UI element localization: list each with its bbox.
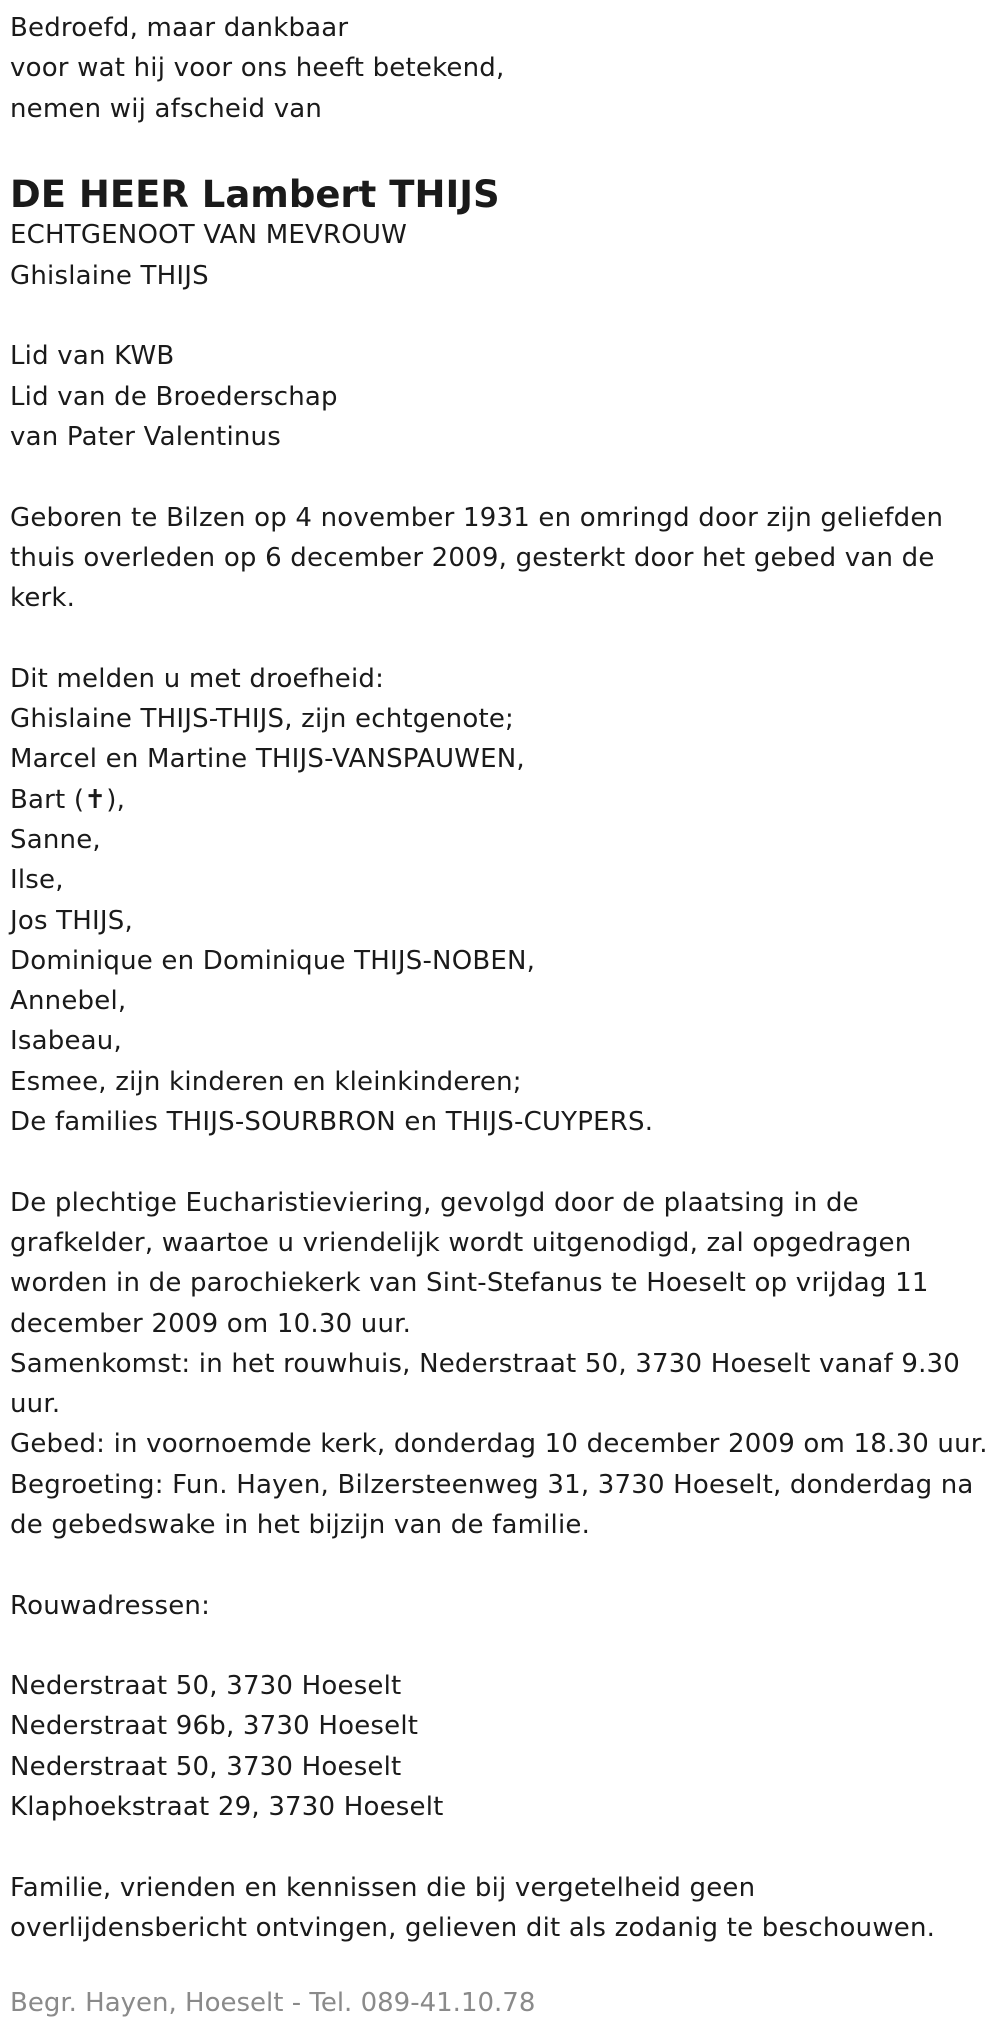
family-member: Marcel en Martine THIJS-VANSPAUWEN, bbox=[10, 744, 525, 775]
funeral-home-footer: Begr. Hayen, Hoeselt - Tel. 089-41.10.78 bbox=[10, 1988, 536, 2018]
family-member: Isabeau, bbox=[10, 1026, 122, 1057]
family-member: Sanne, bbox=[10, 824, 101, 855]
family-member: Dominique en Dominique THIJS-NOBEN, bbox=[10, 945, 536, 976]
spacer bbox=[10, 618, 995, 658]
family-intro: Dit melden u met droefheid: bbox=[10, 663, 385, 694]
spacer bbox=[10, 457, 995, 497]
birth-death-line: Geboren te Bilzen op 4 november 1931 en omringd door zijn geliefden bbox=[10, 502, 944, 533]
membership-line: Lid van KWB bbox=[10, 341, 175, 372]
intro-line: Bedroefd, maar dankbaar bbox=[10, 13, 349, 43]
ceremony-line: Gebed: in voornoemde kerk, donderdag 10 december 2009 om 18.30 uur. bbox=[10, 1429, 988, 1460]
family-member: De families THIJS-SOURBRON en THIJS-CUYPERS. bbox=[10, 1107, 654, 1138]
deceased-name: DE HEER Lambert THIJS bbox=[10, 173, 500, 217]
ceremony-line: Begroeting: Fun. Hayen, Bilzersteenweg 31, 3730 Hoeselt, donderdag na bbox=[10, 1469, 974, 1500]
ceremony-line: Samenkomst: in het rouwhuis, Nederstraat 50, 3730 Hoeselt vanaf 9.30 bbox=[10, 1348, 961, 1379]
ceremony-line: worden in de parochiekerk van Sint-Stefanus te Hoeselt op vrijdag 11 bbox=[10, 1268, 929, 1299]
deceased-block bbox=[10, 169, 995, 296]
family-member: Annebel, bbox=[10, 986, 127, 1017]
family-block bbox=[10, 659, 995, 1143]
address-line: Nederstraat 50, 3730 Hoeselt bbox=[10, 1751, 402, 1782]
ceremony-line: De plechtige Eucharistieviering, gevolgd door de plaatsing in de bbox=[10, 1187, 859, 1218]
spacer bbox=[10, 1142, 995, 1182]
closing-line: overlijdensbericht ontvingen, gelieven dit als zodanig te beschouwen. bbox=[10, 1912, 936, 1943]
ceremony-block bbox=[10, 1183, 995, 1546]
spacer bbox=[10, 296, 995, 336]
family-member: Ilse, bbox=[10, 865, 64, 896]
spouse-label: ECHTGENOOT VAN MEVROUW bbox=[10, 220, 408, 251]
membership-line: Lid van de Broederschap bbox=[10, 381, 338, 412]
ceremony-line: uur. bbox=[10, 1389, 61, 1420]
family-member: Jos THIJS, bbox=[10, 905, 133, 936]
ceremony-line: de gebedswake in het bijzijn van de familie. bbox=[10, 1509, 591, 1540]
intro-block bbox=[10, 8, 995, 129]
closing-block bbox=[10, 1868, 995, 1949]
address-line: Klaphoekstraat 29, 3730 Hoeselt bbox=[10, 1792, 444, 1823]
closing-line: Familie, vrienden en kennissen die bij vergetelheid geen bbox=[10, 1872, 756, 1903]
obituary-document bbox=[10, 8, 995, 1948]
intro-line: nemen wij afscheid van bbox=[10, 93, 323, 124]
birth-death-line: kerk. bbox=[10, 583, 76, 614]
spacer bbox=[10, 1626, 995, 1666]
spouse-name: Ghislaine THIJS bbox=[10, 260, 209, 291]
ceremony-line: grafkelder, waartoe u vriendelijk wordt uitgenodigd, zal opgedragen bbox=[10, 1227, 912, 1258]
spacer bbox=[10, 129, 995, 169]
family-member: Bart (✝), bbox=[10, 784, 126, 815]
birth-death-line: thuis overleden op 6 december 2009, gesterkt door het gebed van de bbox=[10, 542, 935, 573]
family-member: Ghislaine THIJS-THIJS, zijn echtgenote; bbox=[10, 704, 515, 735]
spacer bbox=[10, 1827, 995, 1867]
address-line: Nederstraat 50, 3730 Hoeselt bbox=[10, 1671, 402, 1702]
birth-death-block bbox=[10, 498, 995, 619]
membership-line: van Pater Valentinus bbox=[10, 421, 281, 452]
family-member: Esmee, zijn kinderen en kleinkinderen; bbox=[10, 1066, 522, 1097]
spacer bbox=[10, 1545, 995, 1585]
address-line: Nederstraat 96b, 3730 Hoeselt bbox=[10, 1711, 419, 1742]
memberships-block bbox=[10, 336, 995, 457]
intro-line: voor wat hij voor ons heeft betekend, bbox=[10, 53, 505, 84]
addresses-block bbox=[10, 1666, 995, 1827]
addresses-heading: Rouwadressen: bbox=[10, 1590, 211, 1621]
ceremony-line: december 2009 om 10.30 uur. bbox=[10, 1308, 412, 1339]
